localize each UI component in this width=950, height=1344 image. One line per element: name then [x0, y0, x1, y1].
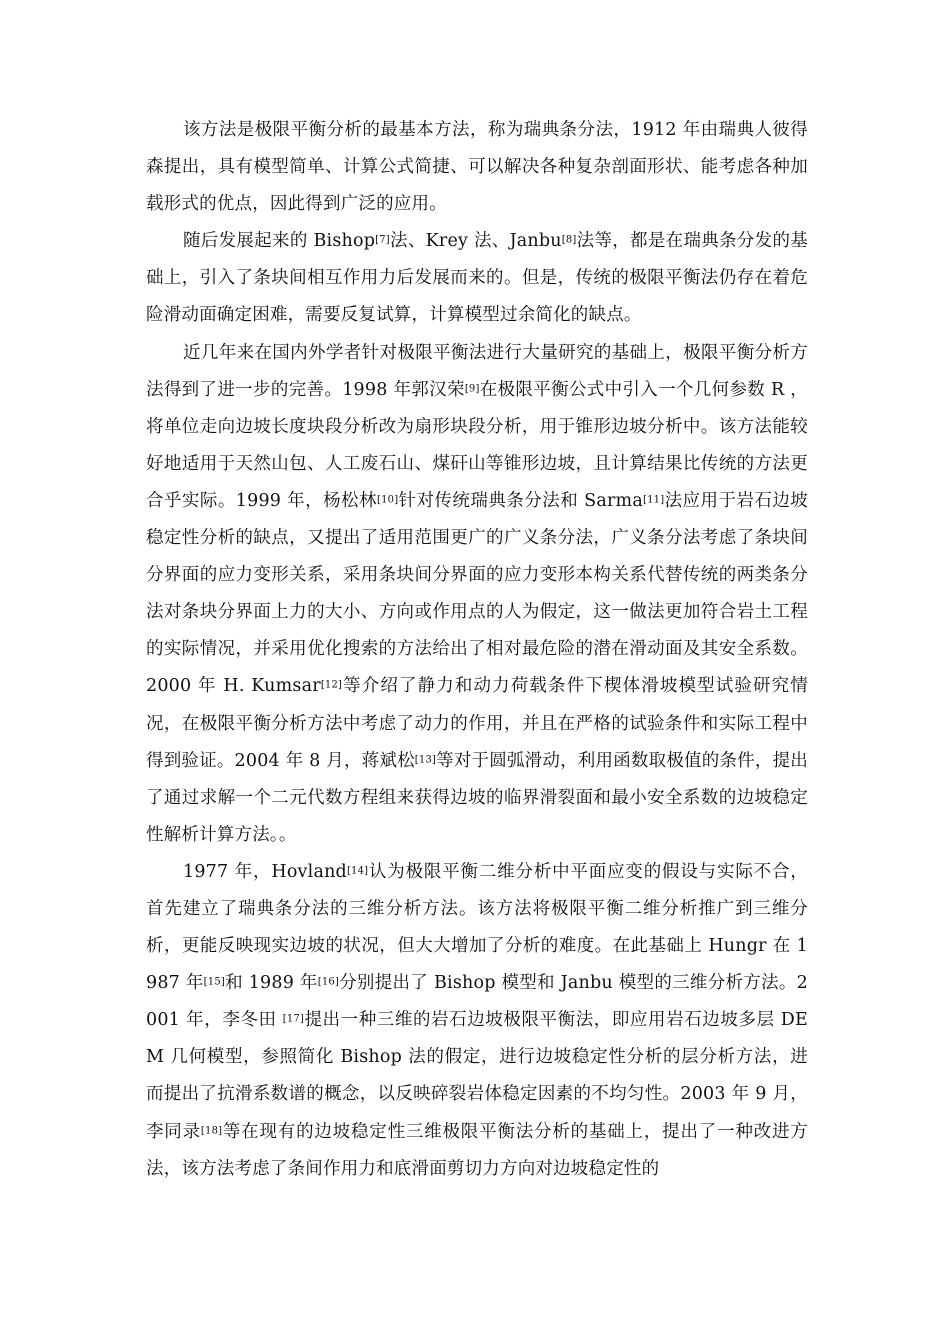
paragraph-text: 法等，都是在瑞典条分发的基础上，引入了条块间相互作用力后发展而来的。但是，传统的极限平衡法仍存在着危险滑动面确定困难，需要反复试算，计算模型过余简化的缺点。 [146, 231, 808, 326]
citation-ref: [11] [643, 494, 665, 506]
citation-ref: [17] [282, 1013, 305, 1025]
paragraph-text: 等介绍了静力和动力荷载条件下楔体滑坡模型试验研究情况，在极限平衡分析方法中考虑了动力的作用，并且在严格的试验条件和实际工程中得到验证。2004 年 8 月，蒋斌松 [146, 676, 808, 771]
paragraph-recent-research [146, 335, 808, 854]
paragraph-text: 随后发展起来的 Bishop [183, 231, 376, 252]
citation-ref: [18] [200, 1125, 223, 1137]
paragraph-text: 法应用于岩石边坡稳定性分析的缺点，又提出了适用范围更广的广义条分法，广义条分法考虑了条块间分界面的应力变形关系，采用条块间分界面的应力变形本构关系代替传统的两类条分法对条块分界面上力的大小、方向或作用点的人为假定，这一做法更加符合岩土工程的实际情况，并采用优化搜索的方法给出了相对最危险的潜在滑动面及其安全系数。2000 年 H. Kumsar [146, 490, 809, 697]
citation-ref: [10] [376, 494, 399, 506]
citation-ref: [12] [320, 679, 343, 691]
paragraph-bishop-janbu [146, 223, 808, 334]
paragraph-text: 和 1989 年 [224, 973, 318, 994]
paragraph-text: 1977 年，Hovland [183, 861, 347, 882]
citation-ref: [9] [464, 383, 480, 395]
paragraph-text: 等对于圆弧滑动，利用函数取极值的条件，提出了通过求解一个二元代数方程组来获得边坡的临界滑裂面和最小安全系数的边坡稳定性解析计算方法。。 [146, 750, 808, 845]
citation-ref: [16] [317, 976, 340, 988]
paragraph-text: 针对传统瑞典条分法和 Sarma [398, 490, 643, 511]
paragraph-text: 等在现有的边坡稳定性三维极限平衡法分析的基础上，提出了一种改进方法，该方法考虑了条间作用力和底滑面剪切力方向对边坡稳定性的 [146, 1121, 808, 1179]
paragraph-text: 法、Krey 法、Janbu [389, 231, 562, 252]
citation-ref: [13] [414, 754, 437, 766]
citation-ref: [15] [203, 976, 225, 988]
document-body [146, 112, 808, 1188]
paragraph-swedish-method [146, 112, 808, 223]
paragraph-text: 在极限平衡公式中引入一个几何参数 R ，将单位走向边坡长度块段分析改为扇形块段分析，用于锥形边坡分析中。该方法能较好地适用于天然山包、人工废石山、煤矸山等锥形边坡，且计算结果比传统的方法更合乎实际。1999 年，杨松林 [146, 379, 808, 511]
paragraph-text: 近几年来在国内外学者针对极限平衡法进行大量研究的基础上，极限平衡分析方法得到了进一步的完善。1998 年郭汉荣 [146, 342, 808, 400]
paragraph-text: 提出一种三维的岩石边坡极限平衡法，即应用岩石边坡多层 DEM 几何模型，参照简化 Bishop 法的假定，进行边坡稳定性分析的层分析方法，进而提出了抗滑系数谱的概念，以反映碎裂岩体稳定因素的不均匀性。2003 年 9 月，李同录 [146, 1010, 809, 1142]
paragraph-text: 分别提出了 Bishop 模型和 Janbu 模型的三维分析方法。2001 年，李冬田 [146, 973, 809, 1031]
paragraph-text: 认为极限平衡二维分析中平面应变的假设与实际不合，首先建立了瑞典条分法的三维分析方法。该方法将极限平衡二维分析推广到三维分析，更能反映现实边坡的状况，但大大增加了分析的难度。在此基础上 Hungr 在 1987 年 [146, 861, 808, 994]
citation-ref: [7] [375, 234, 390, 246]
citation-ref: [8] [561, 234, 577, 246]
paragraph-three-dimensional [146, 854, 808, 1188]
citation-ref: [14] [346, 865, 369, 877]
paragraph-text: 该方法是极限平衡分析的最基本方法，称为瑞典条分法，1912 年由瑞典人彼得森提出，具有模型简单、计算公式简捷、可以解决各种复杂剖面形状、能考虑各种加载形式的优点，因此得到广泛的应用。 [146, 120, 808, 215]
